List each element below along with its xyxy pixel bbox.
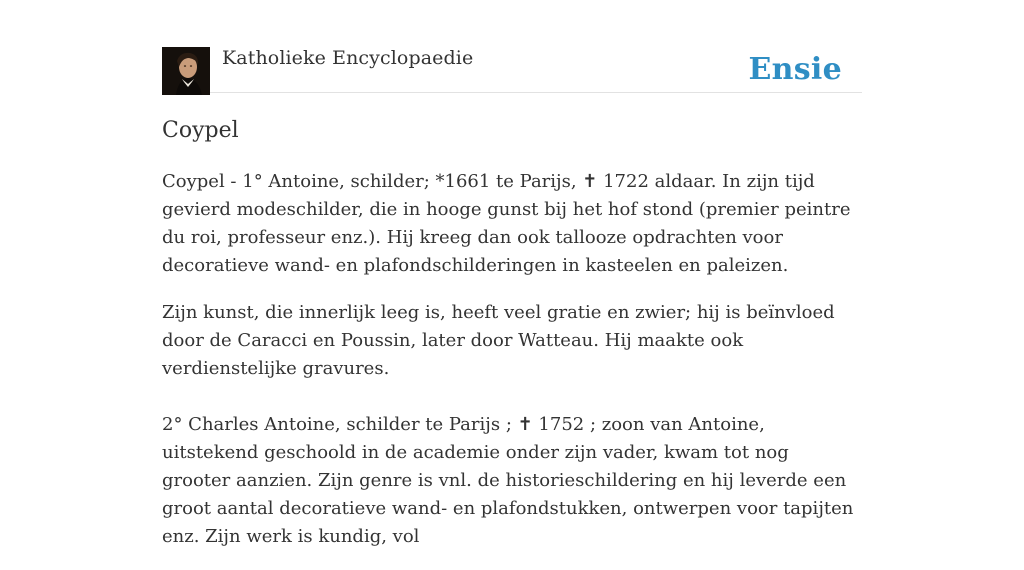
article-paragraph: Coypel - 1° Antoine, schilder; *1661 te Parijs, ✝ 1722 aldaar. In zijn tijd gevierd modeschilder, die in hooge gunst bij het hof stond (premier peintre du roi, professeur enz.). Hij kreeg dan ook tallooze opdrachten voor decoratieve wand- en plafondschilderingen in kasteelen en paleizen. [162,171,851,276]
article-body [162,168,862,570]
source-title[interactable]: Katholieke Encyclopaedie [222,47,474,69]
site-header [162,46,862,93]
ensie-logo[interactable]: Ensie [748,52,842,87]
article-paragraph: Zijn kunst, die innerlijk leeg is, heeft veel gratie en zwier; hij is beïnvloed door de Caracci en Poussin, later door Watteau. Hij maakte ook verdienstelijke gravures. 2° Charles Antoine, schilder te Parijs ; ✝ 1752 ; zoon van Antoine, uitstekend geschoold in de academie onder zijn vader, kwam tot nog grooter aanzien. Zijn genre is vnl. de historieschildering en hij leverde een groot aantal decoratieve wand- en plafondstukken, ontwerpen voor tapijten enz. Zijn werk is kundig, vol [162,302,854,547]
article-title: Coypel [162,118,239,143]
portrait-avatar-icon[interactable] [162,47,210,95]
